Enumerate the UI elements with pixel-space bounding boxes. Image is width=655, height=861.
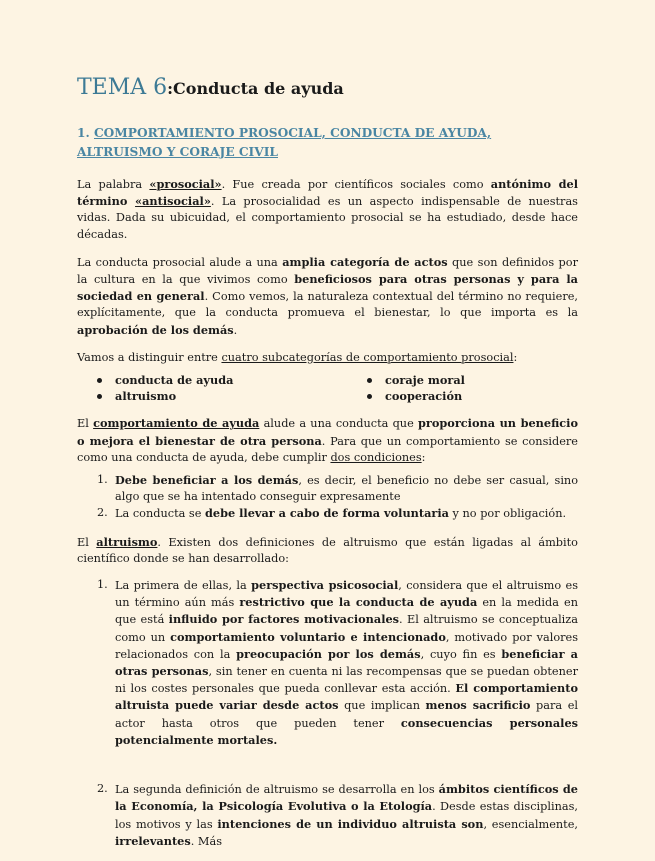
list-item: 2. La segunda definición de altruismo se desarrolla en los ámbitos científicos de la Economía, la Psicología Evolutiva o la Etología. Desde estas disciplinas, los motivos y las intenciones de un individuo altruista son, esencialmente, irrelevantes. Más <box>97 782 578 848</box>
term-helping-behavior: comportamiento de ayuda <box>93 416 260 431</box>
term-altruism: altruismo <box>96 534 158 549</box>
list-item: conducta de ayuda <box>77 372 347 388</box>
term-antisocial: «antisocial» <box>135 194 211 209</box>
section-heading <box>77 124 578 162</box>
title-subtitle: :Conducta de ayuda <box>167 79 344 98</box>
paragraph-prosocial-definition: La conducta prosocial alude a una amplia categoría de actos que son definidos por la cultura en la que vivimos como beneficiosos para otras personas y para la sociedad en general. Como vemos, la naturaleza contextual del término no requiere, explícitamente, que la conducta promueva el bienestar, lo que importa es la aprobación de los demás. <box>77 254 578 337</box>
list-item: 2. La conducta se debe llevar a cabo de forma voluntaria y no por obligación. <box>97 506 567 521</box>
list-item: cooperación <box>347 388 578 404</box>
subcategories-link-text: cuatro subcategorías de comportamiento prosocial <box>221 350 514 364</box>
altruism-definitions-list <box>77 577 578 850</box>
title-tema: TEMA 6 <box>77 75 168 100</box>
document-content <box>77 72 578 861</box>
paragraph-subcategories-intro: Vamos a distinguir entre cuatro subcategorías de comportamiento prosocial: <box>77 350 518 364</box>
conditions-link-text: dos condiciones <box>330 450 422 464</box>
list-item: coraje moral <box>347 372 578 388</box>
term-prosocial: «prosocial» <box>149 177 222 191</box>
page-title <box>77 72 578 104</box>
paragraph-altruism: El altruismo. Existen dos definiciones de altruismo que están ligadas al ámbito científico donde se han desarrollado: <box>77 534 578 565</box>
paragraph-helping-behavior: El comportamiento de ayuda alude a una conducta que proporciona un beneficio o mejora el bienestar de otra persona. Para que un comportamiento se considere como una conducta de ayuda, debe cumplir dos condiciones: <box>77 416 578 464</box>
subcategories-list <box>77 372 578 404</box>
section-heading-text: COMPORTAMIENTO PROSOCIAL, CONDUCTA DE AYUDA, ALTRUISMO Y CORAJE CIVIL <box>77 126 492 159</box>
list-item: altruismo <box>77 388 347 404</box>
list-item: 1. Debe beneficiar a los demás, es decir, el beneficio no debe ser casual, sino algo que se ha intentado conseguir expresamente <box>97 473 579 504</box>
section-number: 1. <box>77 126 90 140</box>
paragraph-prosocial-origin: La palabra «prosocial». Fue creada por científicos sociales como antónimo del término «antisocial». La prosocialidad es un aspecto indispensable de nuestras vidas. Dada su ubicuidad, el comportamiento prosocial se ha estudiado, desde hace décadas. <box>77 177 578 241</box>
conditions-list <box>77 472 578 523</box>
list-spacer <box>77 749 578 781</box>
list-item: 1. La primera de ellas, la perspectiva psicosocial, considera que el altruismo es un término aún más restrictivo que la conducta de ayuda en la medida en que está influido por factores motivacionales. El altruismo se conceptualiza como un comportamiento voluntario e intencionado, motivado por valores relacionados con la preocupación por los demás, cuyo fin es beneficiar a otras personas, sin tener en cuenta ni las recompensas que se puedan obtener ni los costes personales que pueda conllevar esta acción. El comportamiento altruista puede variar desde actos que implican menos sacrificio para el actor hasta otros que pueden tener consecuencias personales potencialmente mortales. <box>97 578 579 747</box>
